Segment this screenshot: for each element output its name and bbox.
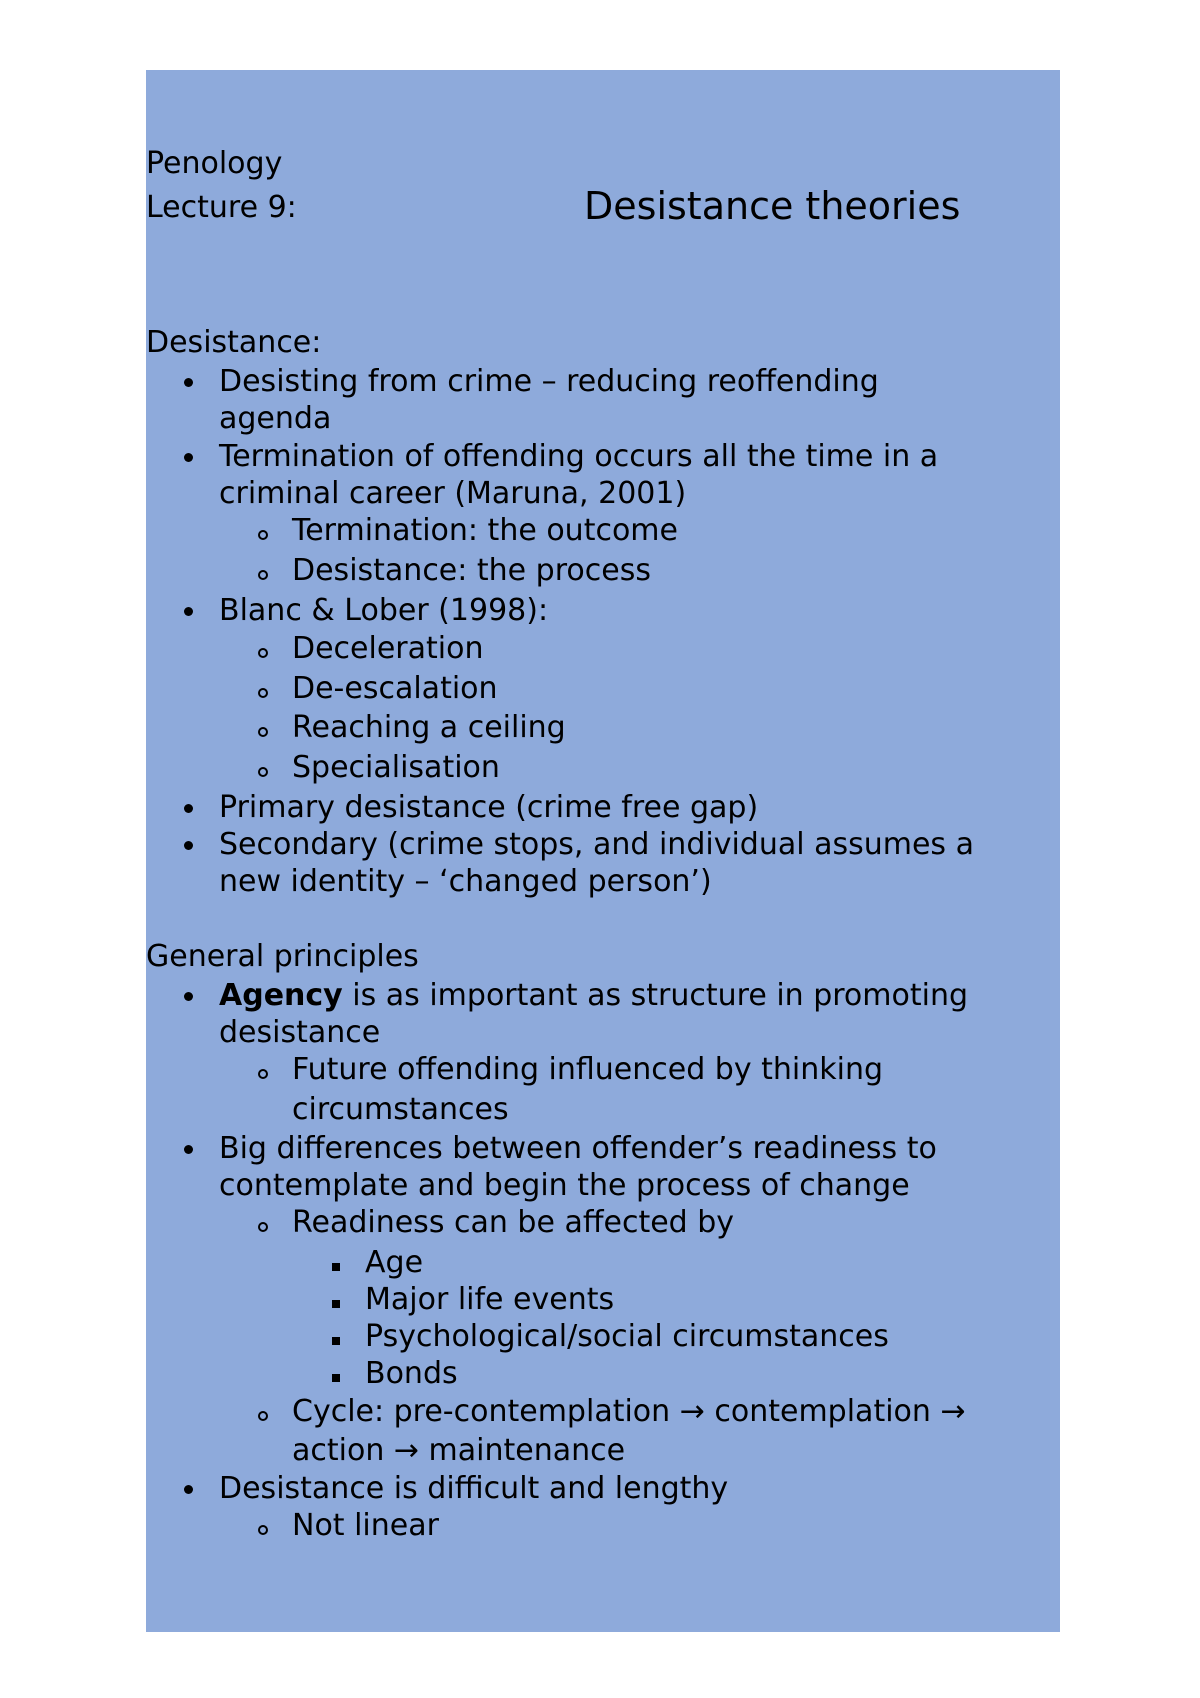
circle-bullet-icon <box>258 1069 268 1079</box>
list-item: Termination of offending occurs all the time in a <box>219 439 939 474</box>
circle-bullet-icon <box>258 1411 268 1421</box>
circle-bullet-icon <box>258 727 268 737</box>
bullet-icon <box>184 607 193 616</box>
list-item: Blanc & Lober (1998): <box>219 593 549 628</box>
sub-list-item: Readiness can be affected by <box>292 1205 735 1240</box>
list-item-text: is as important as structure in promoting <box>342 978 969 1013</box>
bullet-icon <box>184 992 193 1001</box>
sub-list-item-continued: action → maintenance <box>292 1433 626 1468</box>
bullet-icon <box>184 804 193 813</box>
circle-bullet-icon <box>258 648 268 658</box>
list-item <box>219 978 968 1014</box>
sub-list-item: Desistance: the process <box>292 553 651 588</box>
square-bullet-icon <box>332 1337 340 1345</box>
circle-bullet-icon <box>258 767 268 777</box>
bullet-icon <box>184 1485 193 1494</box>
sub-list-item: Specialisation <box>292 750 500 785</box>
course-name: Penology <box>146 146 283 181</box>
bullet-icon <box>184 453 193 462</box>
list-item-continued: criminal career (Maruna, 2001) <box>219 476 687 511</box>
list-item-continued: new identity – ‘changed person’) <box>219 864 712 899</box>
sub-list-item: Termination: the outcome <box>292 513 678 548</box>
sub-list-item: Not linear <box>292 1508 439 1543</box>
list-item: Secondary (crime stops, and individual assumes a <box>219 827 974 862</box>
sub-list-item: De-escalation <box>292 671 498 706</box>
list-item-continued: contemplate and begin the process of change <box>219 1168 910 1203</box>
list-item: Desisting from crime – reducing reoffending <box>219 364 879 399</box>
circle-bullet-icon <box>258 530 268 540</box>
circle-bullet-icon <box>258 688 268 698</box>
list-item: Primary desistance (crime free gap) <box>219 790 759 825</box>
square-bullet-icon <box>332 1374 340 1382</box>
bullet-icon <box>184 1145 193 1154</box>
sub-sub-list-item: Major life events <box>365 1282 615 1317</box>
sub-list-item: Cycle: pre-contemplation → contemplation → <box>292 1394 966 1429</box>
section-heading-general-principles: General principles <box>146 939 419 974</box>
square-bullet-icon <box>332 1263 340 1271</box>
sub-list-item-continued: circumstances <box>292 1092 509 1127</box>
bullet-icon <box>184 841 193 850</box>
sub-sub-list-item: Age <box>365 1245 424 1280</box>
section-heading-desistance: Desistance: <box>146 325 322 360</box>
sub-sub-list-item: Bonds <box>365 1356 458 1391</box>
page-title: Desistance theories <box>584 184 961 228</box>
sub-list-item: Deceleration <box>292 631 484 666</box>
circle-bullet-icon <box>258 1222 268 1232</box>
list-item-continued: agenda <box>219 401 332 436</box>
list-item: Desistance is difficult and lengthy <box>219 1471 729 1506</box>
sub-list-item: Reaching a ceiling <box>292 710 566 745</box>
emphasis-text: Agency <box>219 978 343 1013</box>
sub-list-item: Future offending influenced by thinking <box>292 1052 884 1087</box>
bullet-icon <box>184 378 193 387</box>
circle-bullet-icon <box>258 1525 268 1535</box>
list-item: Big differences between offender’s readiness to <box>219 1131 937 1166</box>
square-bullet-icon <box>332 1300 340 1308</box>
sub-sub-list-item: Psychological/social circumstances <box>365 1319 889 1354</box>
list-item-continued: desistance <box>219 1015 381 1050</box>
circle-bullet-icon <box>258 570 268 580</box>
lecture-number: Lecture 9: <box>146 190 297 225</box>
